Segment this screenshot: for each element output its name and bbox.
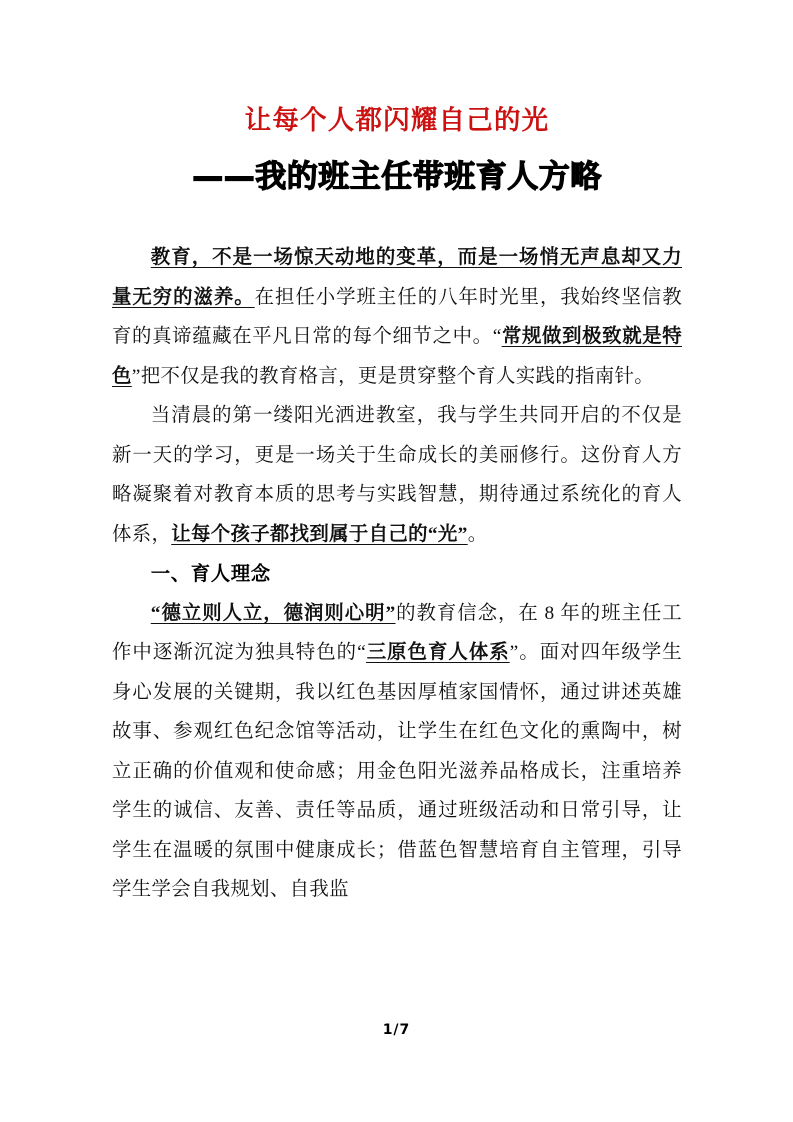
paragraph-1-text-2: ”把不仅是我的教育格言，更是贯穿整个育人实践的指南针。 [131, 365, 654, 387]
paragraph-1-text-1: 在担任小学班主任的八年时光里，我始终坚信教育的真谛蕴藏在平凡日常的每个细节之中。“ [112, 286, 682, 348]
paragraph-2-text-1: 当清晨的第一缕阳光洒进教室，我与学生共同开启的不仅是新一天的学习，更是一场关于生命成长的美丽修行。这份育人方略凝聚着对教育本质的思考与实践智慧，期待通过系统化的育人体系， [112, 405, 682, 545]
paragraph-2 [112, 396, 682, 554]
paragraph-1-emphasis-1: 教育，不是一场惊天动地的变革，而是一场悄无声息却又力量无穷的滋养。 [112, 247, 682, 308]
paragraph-1 [112, 238, 682, 396]
paragraph-3-text-2: ”。面对四年级学生身心发展的关键期，我以红色基因厚植家国情怀，通过讲述英雄故事、参观红色纪念馆等活动，让学生在红色文化的熏陶中，树立正确的价值观和使命感；用金色阳光滋养品格成长，注重培养学生的诚信、友善、责任等品质，通过班级活动和日常引导，让学生在温暖的氛围中健康成长；借蓝色智慧培育自主管理，引导学生学会自我规划、自我监 [112, 642, 683, 901]
paragraph-1-emphasis-2: 常规做到极致就是特色 [112, 326, 683, 387]
document-content [112, 0, 682, 910]
page-title: 让每个人都闪耀自己的光 [244, 105, 550, 135]
paragraph-3-text-1: 的教育信念，在 8 年的班主任工作中逐渐沉淀为独具特色的“ [112, 602, 682, 664]
paragraph-3-emphasis-1: “德立则人立，德润则心明” [150, 602, 396, 624]
page-number-footer: 1/7 [382, 1022, 411, 1038]
page-subtitle: ——我的班主任带班育人方略 [192, 159, 602, 196]
paragraph-3 [112, 594, 682, 910]
paragraph-2-text-2: 。 [467, 523, 488, 545]
paragraph-3-emphasis-2: 三原色育人体系 [366, 642, 510, 664]
section-heading-1: 一、育人理念 [150, 562, 271, 586]
paragraph-2-emphasis-1: 让每个孩子都找到属于自己的“光” [171, 523, 468, 545]
document-body [112, 196, 682, 910]
